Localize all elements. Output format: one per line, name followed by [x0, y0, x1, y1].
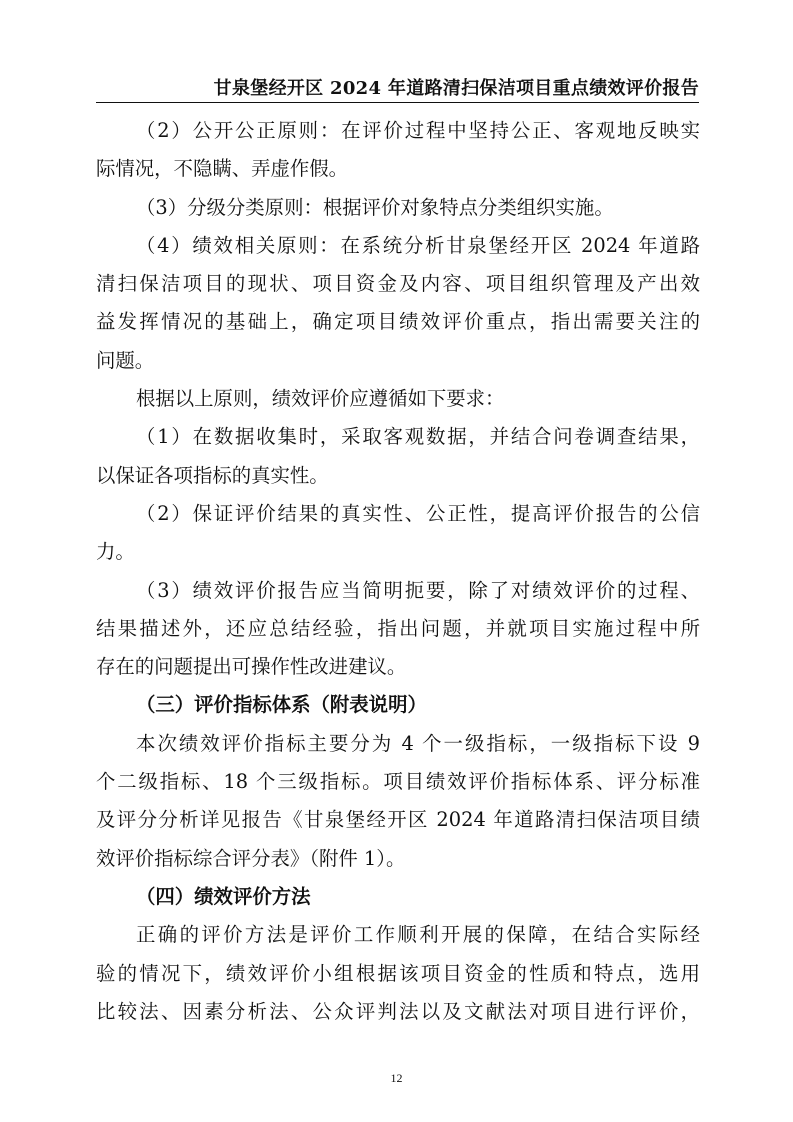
paragraph-line: 际情况，不隐瞒、弄虚作假。	[96, 157, 349, 181]
paragraph-line: （3）分级分类原则：根据评价对象特点分类组织实施。	[136, 195, 614, 219]
paragraph-line: 验的情况下，绩效评价小组根据该项目资金的性质和特点，选用	[96, 961, 700, 985]
paragraph-line: 根据以上原则，绩效评价应遵循如下要求：	[136, 387, 505, 411]
header-divider	[96, 102, 699, 103]
section-heading: （三）评价指标体系（附表说明）	[136, 693, 427, 717]
paragraph-line: 以保证各项指标的真实性。	[96, 463, 329, 487]
paragraph-line: 比较法、因素分析法、公众评判法以及文献法对项目进行评价，	[96, 999, 700, 1023]
paragraph-line: 个二级指标、18 个三级指标。项目绩效评价指标体系、评分标准	[96, 770, 700, 794]
paragraph-line: 力。	[96, 540, 135, 564]
paragraph-line: 问题。	[96, 348, 155, 372]
paragraph-line: 本次绩效评价指标主要分为 4 个一级指标，一级指标下设 9	[136, 731, 700, 755]
paragraph-line: 存在的问题提出可操作性改进建议。	[96, 655, 407, 679]
paragraph-line: （4）绩效相关原则：在系统分析甘泉堡经开区 2024 年道路	[136, 233, 700, 257]
paragraph-line: （2）保证评价结果的真实性、公正性，提高评价报告的公信	[136, 501, 700, 525]
paragraph-line: 益发挥情况的基础上，确定项目绩效评价重点，指出需要关注的	[96, 310, 700, 334]
running-header-title: 甘泉堡经开区 2024 年道路清扫保洁项目重点绩效评价报告	[213, 78, 699, 99]
paragraph-line: （1）在数据收集时，采取客观数据，并结合问卷调查结果，	[136, 425, 700, 449]
paragraph-line: （3）绩效评价报告应当简明扼要，除了对绩效评价的过程、	[136, 578, 700, 602]
paragraph-line: 正确的评价方法是评价工作顺利开展的保障，在结合实际经	[136, 923, 700, 947]
body-text	[96, 112, 700, 1031]
paragraph-line: 结果描述外，还应总结经验，指出问题，并就项目实施过程中所	[96, 616, 700, 640]
section-heading: （四）绩效评价方法	[136, 884, 311, 908]
paragraph-line: 清扫保洁项目的现状、项目资金及内容、项目组织管理及产出效	[96, 272, 700, 296]
page-number: 12	[390, 1071, 403, 1085]
paragraph-line: 效评价指标综合评分表》（附件 1）。	[96, 846, 406, 870]
paragraph-line: （2）公开公正原则：在评价过程中坚持公正、客观地反映实	[136, 119, 700, 142]
paragraph-line: 及评分分析详见报告《甘泉堡经开区 2024 年道路清扫保洁项目绩	[96, 808, 700, 832]
